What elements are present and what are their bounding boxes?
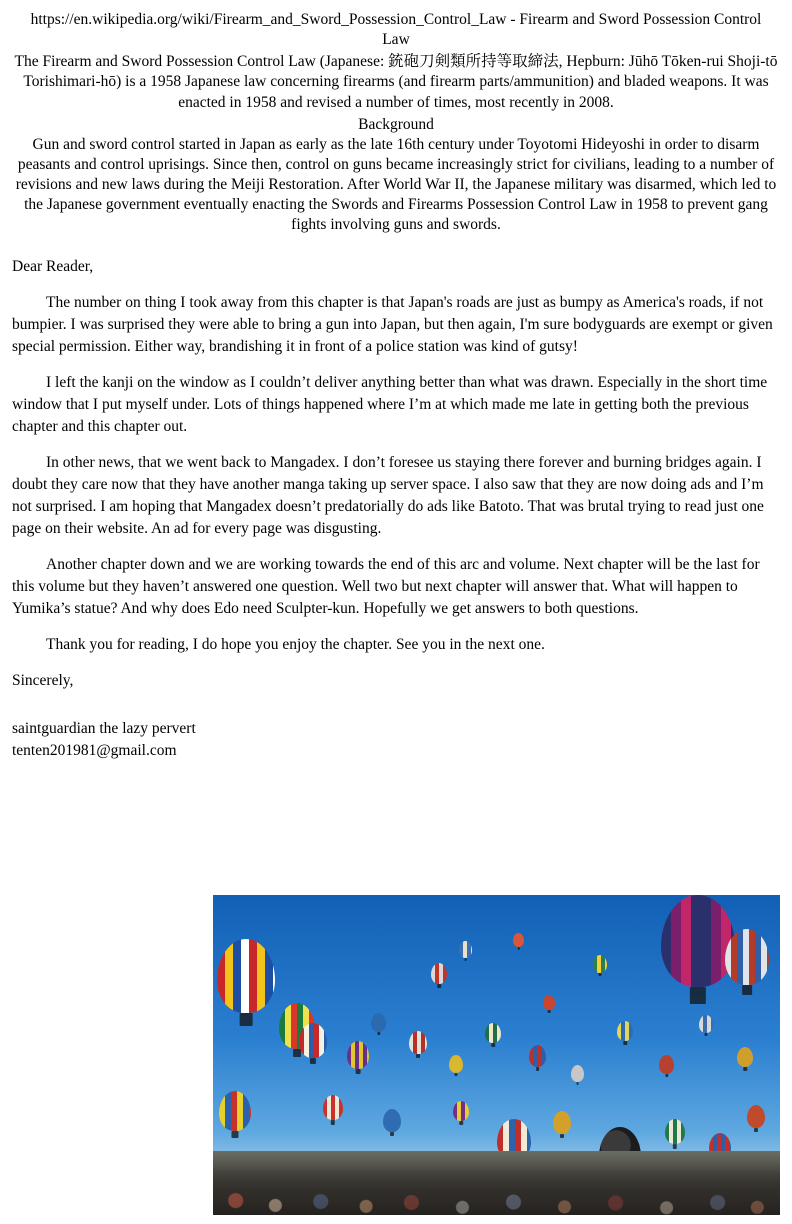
balloon-icon bbox=[453, 1101, 469, 1121]
balloon-icon bbox=[219, 1091, 251, 1131]
balloon-icon bbox=[747, 1105, 765, 1128]
letter-paragraph-4: Another chapter down and we are working towards the end of this arc and volume. Next chapter will be the last for this volume but they haven’t answered one question. Well two but next chapter will answer that. What will happen to Yumika’s statue? And why does Edo need Sculpter-kun. Hopefully we get answers to both questions. bbox=[12, 555, 760, 617]
balloon-icon bbox=[553, 1111, 571, 1134]
balloon-icon bbox=[699, 1015, 713, 1033]
balloon-icon bbox=[737, 1047, 753, 1067]
signature-block bbox=[12, 718, 780, 763]
balloon-icon bbox=[485, 1023, 501, 1043]
intro-paragraph: The Firearm and Sword Possession Control Law (Japanese: 銃砲刀剣類所持等取締法, Hepburn: Jūhō Tōken-rui Shoji-tō Torishimari-hō) is a 1958 Japanese law concerning firearms (and firearm parts/ammunition) and bladed weapons. It was enacted in 1958 and revised a number of times, most recently in 2008. bbox=[14, 53, 778, 111]
balloon-icon bbox=[323, 1095, 343, 1120]
signature-name: saintguardian the lazy pervert bbox=[12, 719, 196, 737]
balloon-icon bbox=[617, 1021, 633, 1041]
page-title: https://en.wikipedia.org/wiki/Firearm_and_Sword_Possession_Control_Law - Firearm and Sword Possession Control Law bbox=[30, 11, 762, 49]
section-heading: Background bbox=[358, 115, 434, 133]
balloon-icon bbox=[299, 1023, 327, 1058]
background-paragraph: Gun and sword control started in Japan as early as the late 16th century under Toyotomi Hideyoshi in order to disarm peasants and control uprisings. Since then, control on guns became increasingly strict for civilians, leading to a number of revisions and new laws during the Meiji Restoration. After World War II, the Japanese military was disarmed, which led to the Japanese government eventually enacting the Swords and Firearms Possession Control Law in 1958 to prevent gang fights involving guns and swords. bbox=[15, 135, 777, 234]
letter-salutation: Dear Reader, bbox=[12, 257, 94, 275]
balloon-icon bbox=[661, 895, 735, 987]
balloon-icon bbox=[571, 1065, 584, 1082]
balloon-icon bbox=[513, 933, 524, 947]
balloon-icon bbox=[217, 939, 275, 1013]
letter-body bbox=[12, 256, 780, 692]
crowd-of-spectators bbox=[213, 1167, 780, 1215]
header-block bbox=[12, 10, 780, 236]
balloon-icon bbox=[383, 1109, 401, 1132]
balloon-icon bbox=[431, 963, 447, 984]
balloon-icon bbox=[371, 1013, 386, 1032]
letter-paragraph-3: In other news, that we went back to Mangadex. I don’t foresee us staying there forever and burning bridges again. I doubt they care now that they have another manga taking up server space. I also saw that they are now doing ads and I’m not surprised. I am hoping that Mangadex doesn’t predatorially do ads like Batoto. That was brutal trying to read just one page on their website. An ad for every page was disgusting. bbox=[12, 453, 764, 537]
balloon-icon bbox=[659, 1055, 674, 1074]
balloon-icon bbox=[529, 1045, 546, 1067]
balloon-icon bbox=[665, 1119, 685, 1144]
balloon-icon bbox=[593, 955, 607, 973]
balloon-icon bbox=[725, 929, 769, 985]
balloon-icon bbox=[347, 1041, 369, 1069]
balloon-icon bbox=[543, 995, 555, 1010]
letter-paragraph-1: The number on thing I took away from this chapter is that Japan's roads are just as bumpy as America's roads, if not bumpier. I was surprised they were able to bring a gun into Japan, but then again, I'm sure bodyguards are exempt or given special permission. Either way, brandishing it in front of a police station was kind of gutsy! bbox=[12, 293, 773, 355]
letter-paragraph-2: I left the kanji on the window as I couldn’t deliver anything better than what was drawn. Especially in the short time window that I put myself under. Lots of things happened where I’m at which made me late in getting both the previous chapter and this chapter out. bbox=[12, 373, 768, 435]
letter-closing: Sincerely, bbox=[12, 671, 74, 689]
signature-email[interactable]: tenten201981@gmail.com bbox=[12, 742, 177, 760]
balloon-icon bbox=[449, 1055, 463, 1073]
balloon-icon bbox=[459, 941, 472, 958]
balloon-festival-photo bbox=[213, 895, 780, 1215]
letter-paragraph-5: Thank you for reading, I do hope you enjoy the chapter. See you in the next one. bbox=[46, 635, 545, 653]
balloon-icon bbox=[409, 1031, 427, 1054]
